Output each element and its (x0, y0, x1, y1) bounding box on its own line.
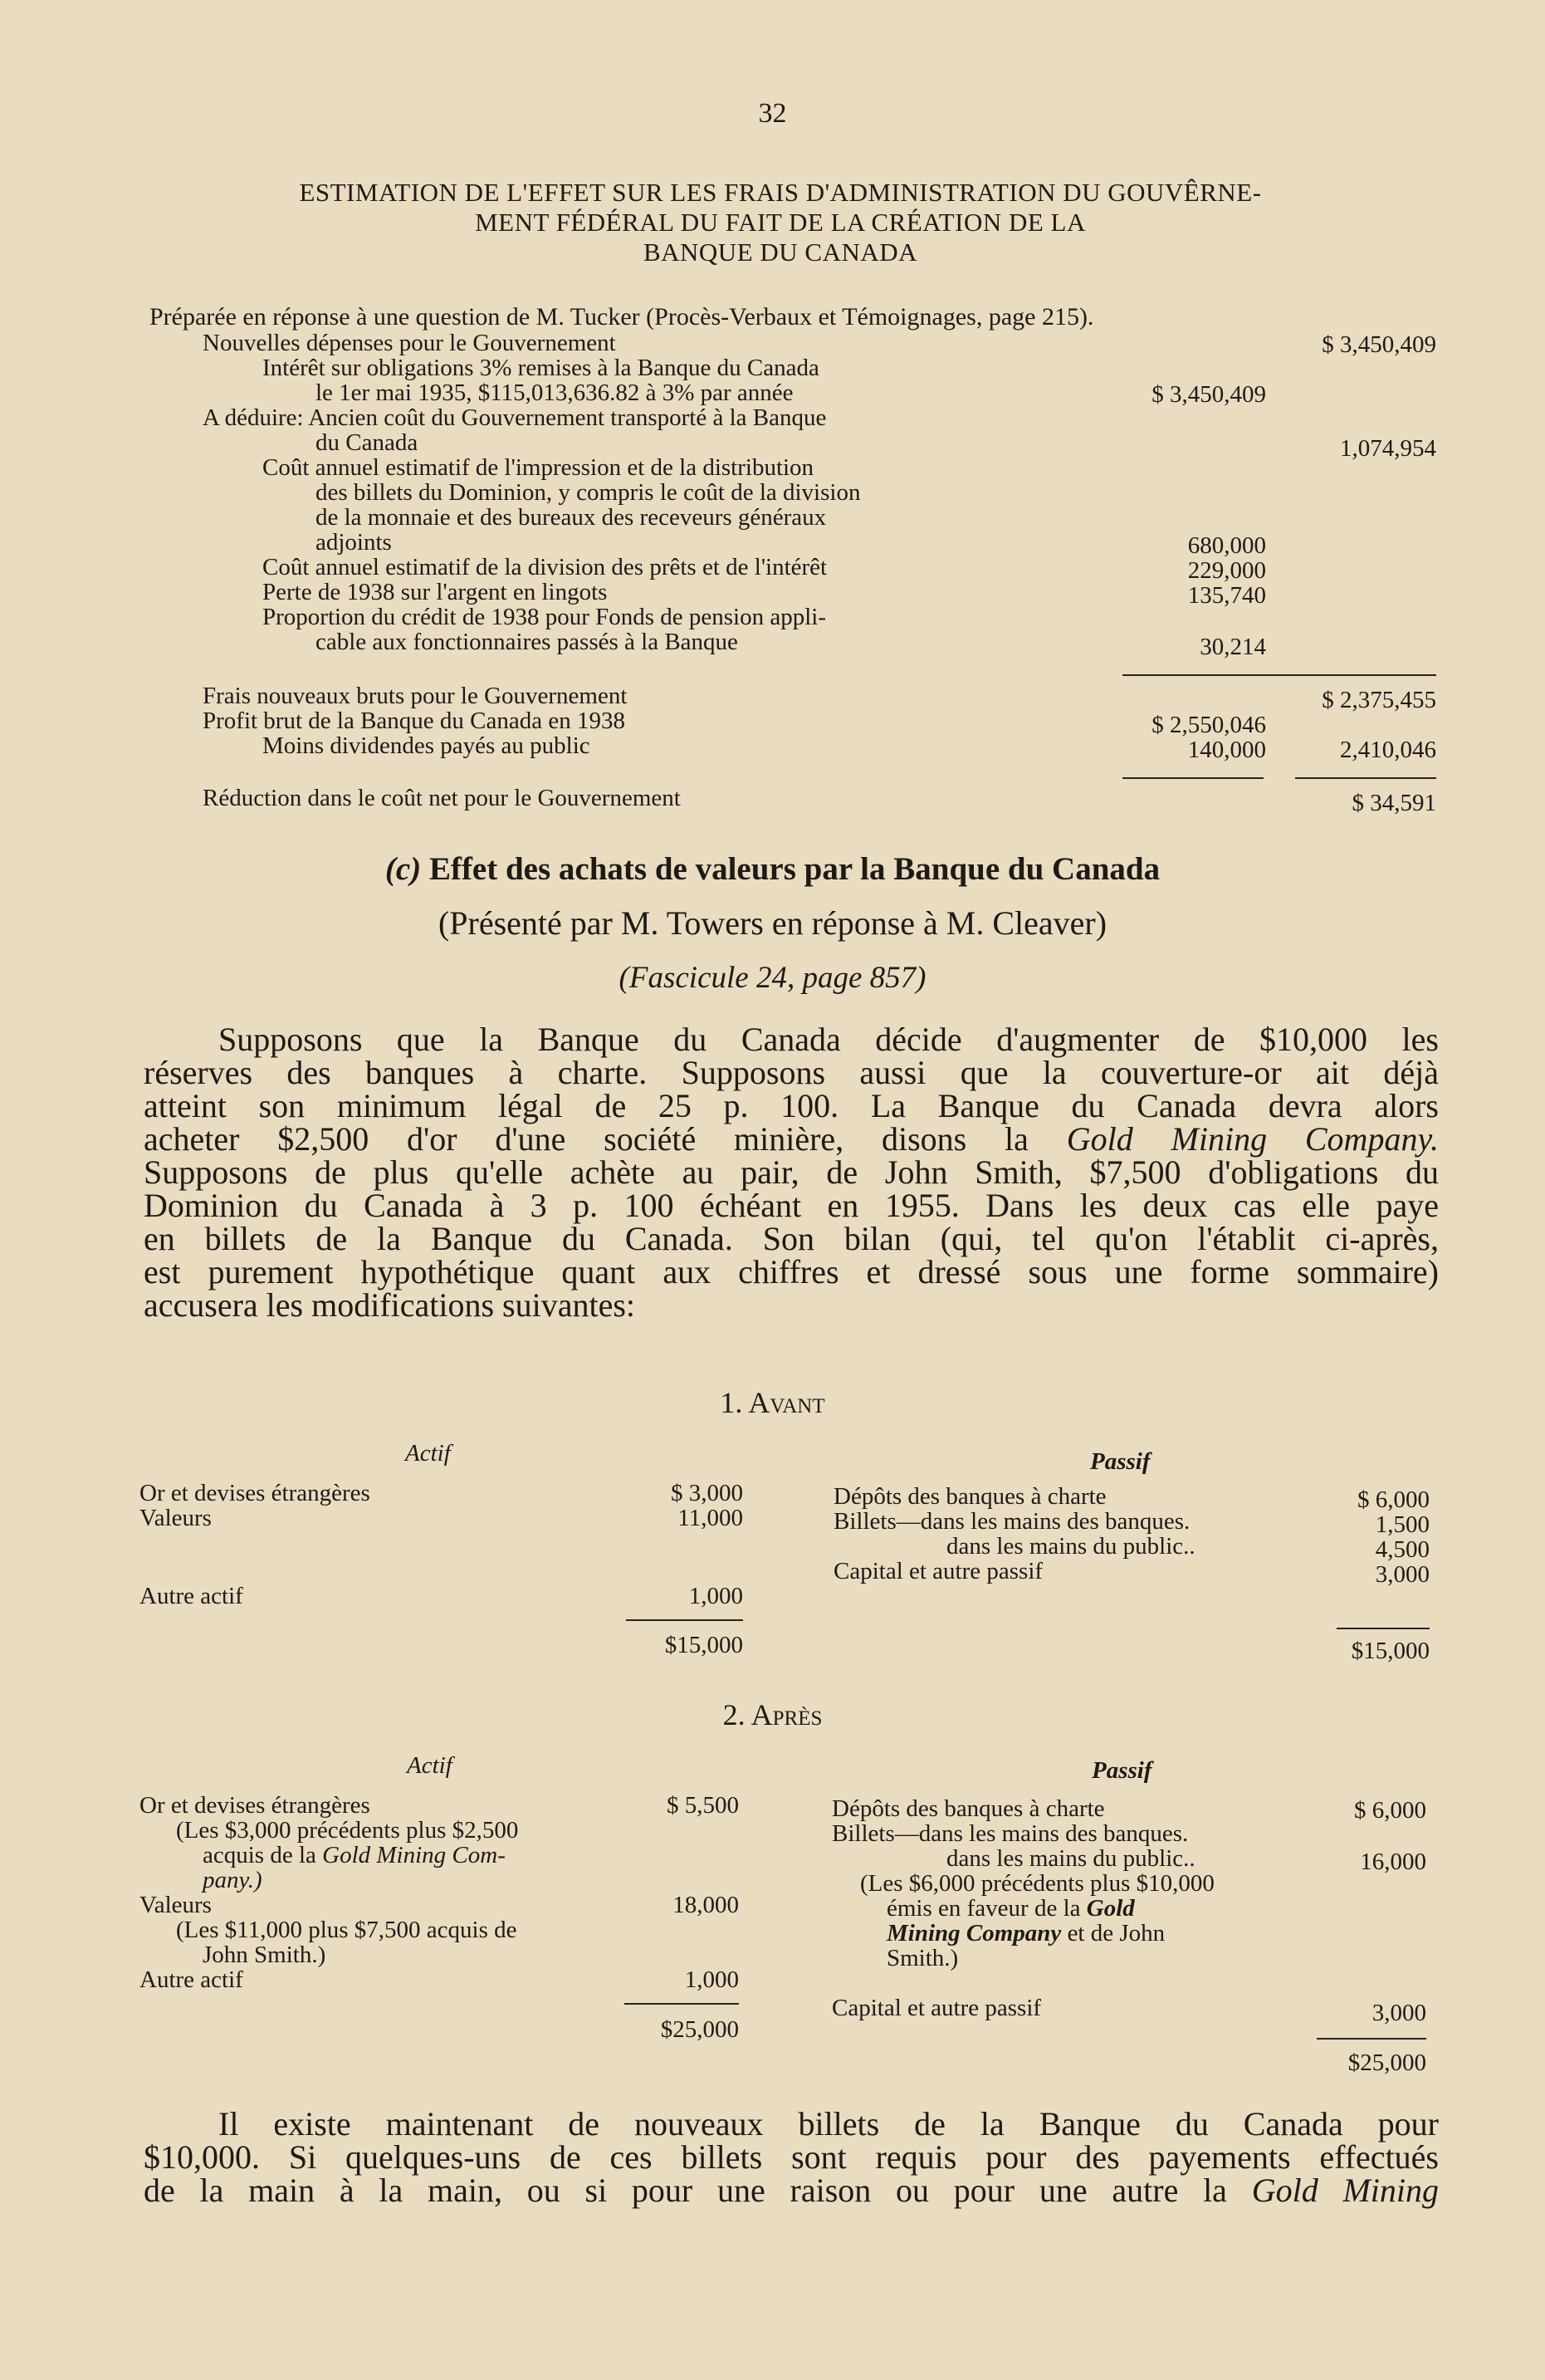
balance-row-value: $ 5,500 (667, 1792, 739, 1819)
total-rule (1295, 777, 1436, 779)
estimate-label: de la monnaie et des bureaux des receveurs généraux (315, 504, 827, 531)
estimate-label: Proportion du crédit de 1938 pour Fonds de pension appli- (262, 604, 826, 630)
company-name: Gold Mining (1251, 2172, 1440, 2209)
balance-total: $25,000 (1347, 2049, 1426, 2076)
balance-note: John Smith.) (203, 1942, 326, 1968)
document-heading (133, 178, 1428, 267)
balance-row-label: Or et devises étrangères (139, 1792, 370, 1819)
section-fascicule: (Fascicule 24, page 857) (618, 961, 927, 995)
balance-row-value: 3,000 (1371, 2000, 1426, 2026)
paragraph-line: $10,000. Si quelques-uns de ces billets sont requis pour des payements effectués (144, 2138, 1439, 2176)
estimate-label: Coût annuel estimatif de l'impression et de la distribution (262, 454, 814, 481)
estimate-label: des billets du Dominion, y compris le coût de la division (315, 479, 861, 506)
total-rule (1122, 777, 1264, 779)
estimate-label: Coût annuel estimatif de la division des prêts et de l'intérêt (262, 554, 828, 580)
balance-row-value: $ 6,000 (1354, 1797, 1426, 1824)
note-text: émis en faveur de la (887, 1895, 1087, 1922)
section-title (0, 850, 1545, 888)
balance-row-label: Billets—dans les mains des banques. (832, 1820, 1189, 1847)
balance-row-value: 4,500 (1375, 1536, 1430, 1563)
paragraph-text: acheter $2,500 d'or d'une société minière, disons la (144, 1120, 1067, 1158)
estimate-value: 135,740 (1187, 582, 1266, 609)
total-rule (624, 2003, 739, 2005)
note-text: acquis de la (203, 1842, 323, 1868)
paragraph-line: réserves des banques à charte. Supposons aussi que la couverture-or ait déjà (144, 1054, 1439, 1091)
paragraph-line (144, 1120, 1439, 1158)
estimate-value: 30,214 (1200, 634, 1266, 660)
note-text: et de John (1061, 1920, 1166, 1947)
estimate-total: $ 2,375,455 (1322, 687, 1436, 713)
balance-row-value: 1,000 (684, 1966, 739, 1993)
balance-row-label: Valeurs (139, 1505, 212, 1531)
total-rule (1337, 1628, 1430, 1629)
balance-note (203, 1842, 506, 1869)
balance-row-label: Autre actif (139, 1966, 243, 1993)
page-number: 32 (758, 98, 787, 129)
estimate-total: 1,074,954 (1340, 435, 1436, 462)
balance-total: $15,000 (1351, 1638, 1430, 1664)
total-rule (626, 1619, 743, 1621)
estimate-label: adjoints (315, 529, 392, 556)
company-name: Mining Company (887, 1920, 1062, 1947)
section-presented: (Présenté par M. Towers en réponse à M. Cleaver) (438, 904, 1107, 942)
estimate-label: Perte de 1938 sur l'argent en lingots (262, 579, 608, 605)
estimate-total: $ 34,591 (1352, 790, 1436, 816)
paragraph-line: atteint son minimum légal de 25 p. 100. La Banque du Canada devra alors (144, 1087, 1439, 1124)
company-name: Gold (1086, 1895, 1135, 1922)
estimate-label: Frais nouveaux bruts pour le Gouvernement (203, 683, 628, 709)
paragraph-line: accusera les modifications suivantes: (144, 1286, 636, 1324)
heading-line: MENT FÉDÉRAL DU FAIT DE LA CRÉATION DE LA (475, 208, 1086, 237)
heading-line: ESTIMATION DE L'EFFET SUR LES FRAIS D'ADMINISTRATION DU GOUVÊRNE- (299, 178, 1262, 207)
balance-row-value: 3,000 (1375, 1561, 1430, 1588)
balance-row-value: 1,000 (688, 1583, 743, 1609)
balance-note: (Les $6,000 précédents plus $10,000 (860, 1870, 1215, 1897)
balance-row-value: 16,000 (1360, 1849, 1426, 1875)
balance-note: (Les $3,000 précédents plus $2,500 (176, 1817, 519, 1844)
paragraph-line: Supposons que la Banque du Canada décide d'augmenter de $10,000 les (218, 1021, 1439, 1058)
section-title-text: Effet des achats de valeurs par la Banque du Canada (428, 851, 1161, 887)
paragraph-text: de la main à la main, ou si pour une raison ou pour une autre la (144, 2172, 1252, 2209)
balance-row-value: 11,000 (677, 1505, 743, 1531)
estimate-value: 229,000 (1187, 557, 1266, 584)
balance-note (887, 1920, 1165, 1947)
paragraph-2 (144, 2105, 1440, 2209)
balance-row-value: 1,500 (1375, 1511, 1430, 1538)
paragraph-line (144, 2174, 1439, 2207)
balance-note: Smith.) (887, 1945, 959, 1971)
balance-row-label: Autre actif (139, 1583, 243, 1609)
balance-row-label: Valeurs (139, 1892, 212, 1918)
apres-title: 2. Après (722, 1698, 823, 1731)
total-rule (1122, 674, 1436, 676)
estimate-value: $ 2,550,046 (1151, 712, 1266, 738)
estimate-total: 2,410,046 (1340, 737, 1436, 763)
paragraph-line: est purement hypothétique quant aux chiffres et dressé sous une forme sommaire) (144, 1253, 1439, 1290)
balance-row-label: Capital et autre passif (834, 1558, 1044, 1584)
balance-row-value: $ 3,000 (671, 1480, 743, 1506)
actif-heading: Actif (407, 1752, 452, 1779)
balance-row-label: dans les mains du public.. (946, 1533, 1195, 1560)
heading-line: BANQUE DU CANADA (643, 238, 918, 267)
estimate-label: Intérêt sur obligations 3% remises à la Banque du Canada (262, 355, 819, 381)
estimate-label: cable aux fonctionnaires passés à la Banque (315, 629, 738, 655)
estimate-value: $ 3,450,409 (1151, 381, 1266, 408)
passif-heading: Passif (1090, 1448, 1151, 1475)
paragraph-1 (144, 1023, 1439, 1322)
total-rule (1317, 2038, 1426, 2040)
estimate-value: 140,000 (1187, 737, 1266, 763)
company-name: Gold Mining Company. (1066, 1120, 1439, 1158)
paragraph-line: Supposons de plus qu'elle achète au pair, de John Smith, $7,500 d'obligations du (144, 1153, 1439, 1191)
section-letter: (c) (384, 851, 422, 887)
balance-row-label: Or et devises étrangères (139, 1480, 370, 1506)
passif-heading: Passif (1092, 1757, 1152, 1784)
estimate-label: Réduction dans le coût net pour le Gouvernement (203, 785, 681, 811)
estimate-label: Moins dividendes payés au public (262, 732, 590, 759)
estimate-label: Profit brut de la Banque du Canada en 1938 (203, 708, 625, 734)
estimate-total: $ 3,450,409 (1322, 331, 1436, 358)
avant-title: 1. Avant (720, 1386, 825, 1419)
estimate-value: 680,000 (1187, 532, 1266, 559)
estimate-label: le 1er mai 1935, $115,013,636.82 à 3% par année (315, 380, 794, 406)
estimate-label: du Canada (315, 429, 418, 456)
balance-row-value: $ 6,000 (1357, 1486, 1430, 1513)
balance-row-label: Dépôts des banques à charte (834, 1483, 1107, 1510)
balance-total: $25,000 (660, 2016, 739, 2043)
balance-row-label: Capital et autre passif (832, 1995, 1042, 2021)
paragraph-line: Dominion du Canada à 3 p. 100 échéant en 1955. Dans les deux cas elle paye (144, 1187, 1439, 1224)
balance-row-label: Billets—dans les mains des banques. (834, 1508, 1191, 1535)
paragraph-line: Il existe maintenant de nouveaux billets de la Banque du Canada pour (218, 2105, 1439, 2142)
balance-total: $15,000 (664, 1632, 743, 1658)
company-name: Gold Mining Com- (322, 1842, 506, 1868)
balance-note (887, 1895, 1135, 1922)
balance-note: pany.) (203, 1867, 262, 1893)
paragraph-line: en billets de la Banque du Canada. Son bilan (qui, tel qu'on l'établit ci-après, (144, 1220, 1439, 1257)
prepared-note: Préparée en réponse à une question de M. Tucker (Procès-Verbaux et Témoignages, page 215). (149, 303, 1094, 331)
estimate-label: A déduire: Ancien coût du Gouvernement transporté à la Banque (203, 404, 827, 431)
balance-row-label: Dépôts des banques à charte (832, 1795, 1105, 1822)
balance-row-label: dans les mains du public.. (946, 1845, 1195, 1872)
actif-heading: Actif (405, 1440, 451, 1467)
balance-row-value: 18,000 (672, 1892, 739, 1918)
estimate-label: Nouvelles dépenses pour le Gouvernement (203, 330, 616, 356)
balance-note: (Les $11,000 plus $7,500 acquis de (176, 1917, 517, 1943)
